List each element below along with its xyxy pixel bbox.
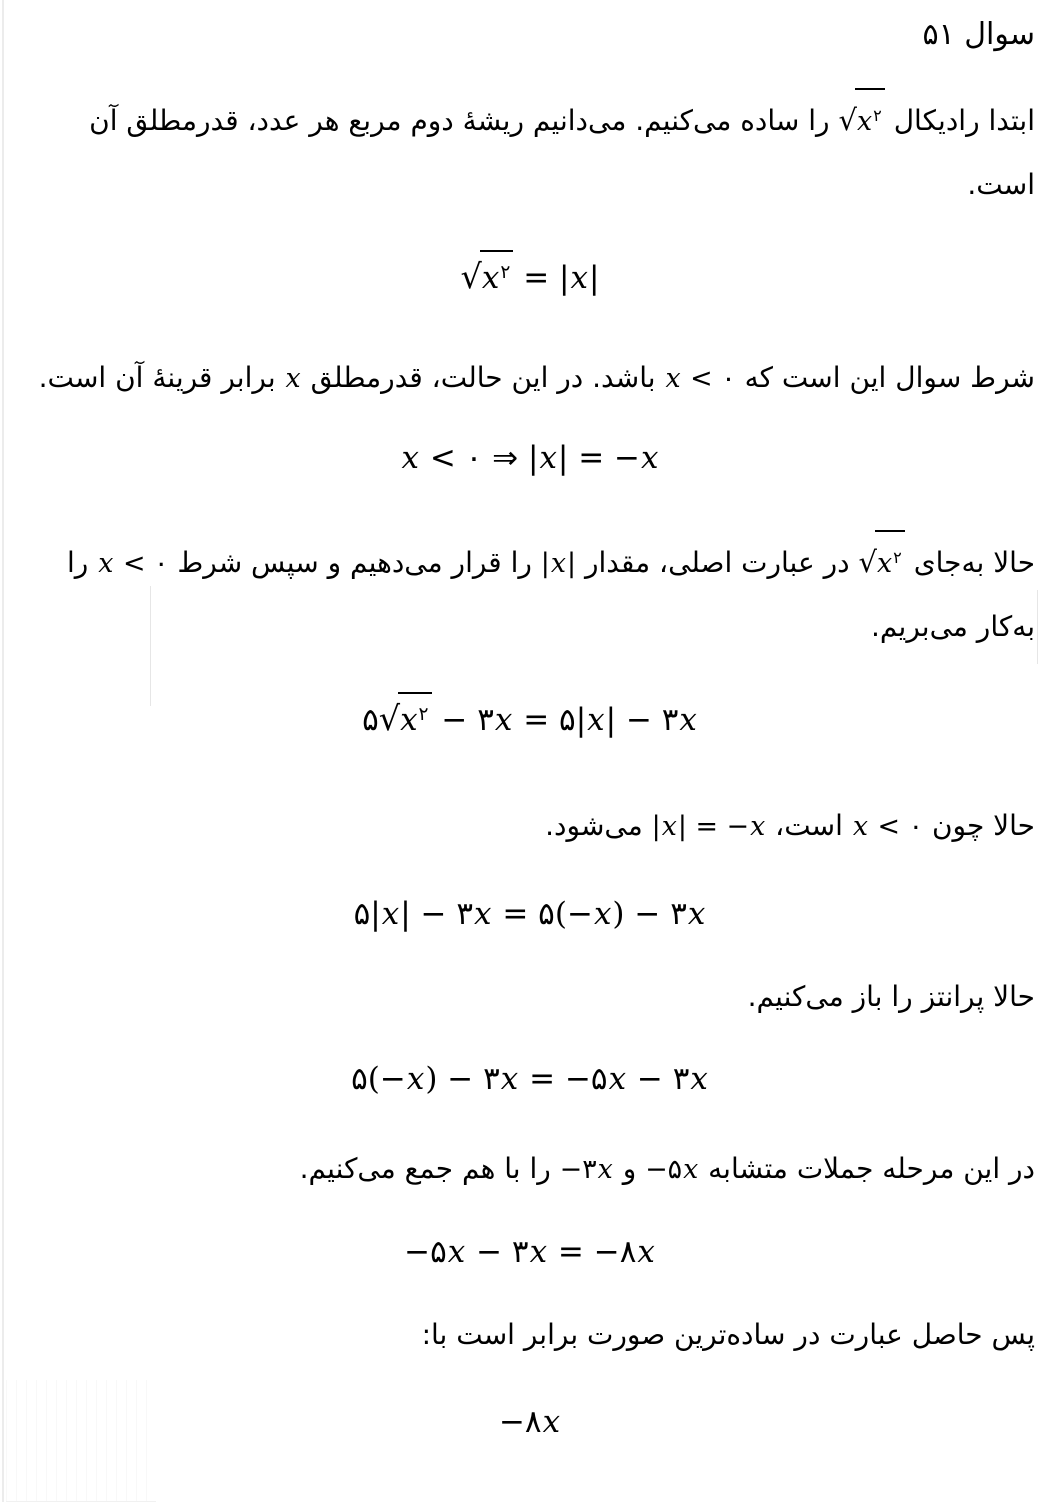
math-expression: −۵x bbox=[645, 1154, 699, 1185]
math-variable: x bbox=[542, 1404, 561, 1440]
math-variable: x bbox=[447, 1234, 466, 1270]
math-variable: x bbox=[661, 811, 677, 842]
solution-paragraph: حالا به‌جای $√x^۲$ در عبارت اصلی، مقدار |x| را قرار می‌دهیم و سپس شرط x < ۰ را به‌کار می‌بریم. bbox=[25, 530, 1035, 658]
parenthesis: ) bbox=[425, 1061, 438, 1097]
math-variable: x bbox=[856, 106, 873, 137]
math-expression: −۳x bbox=[559, 1154, 613, 1185]
radicand bbox=[398, 692, 431, 746]
math-expression: ۵(−x) − ۳x = −۵x − ۳x bbox=[351, 1061, 708, 1097]
math-variable: x bbox=[587, 702, 605, 738]
math-variable: x bbox=[481, 260, 500, 296]
math-variable: x bbox=[494, 702, 513, 738]
exponent: ۲ bbox=[893, 548, 902, 568]
math-variable: x bbox=[641, 440, 659, 476]
math-expression bbox=[859, 530, 905, 595]
sqrt-radical bbox=[379, 692, 432, 746]
math-variable: x bbox=[529, 1234, 548, 1270]
math-variable: x bbox=[550, 548, 567, 579]
math-expression: |x| = −x bbox=[651, 811, 766, 842]
solution-paragraph: ابتدا رادیکال $√x^۲$ را ساده می‌کنیم. می‌دانیم ریشهٔ دوم مربع هر عدد، قدرمطلق آن است. bbox=[25, 88, 1035, 216]
display-formula bbox=[25, 888, 1035, 940]
radical-sign-icon: √ bbox=[838, 103, 855, 137]
math-expression: x < ۰ bbox=[665, 363, 736, 394]
display-formula bbox=[25, 1053, 1035, 1105]
math-variable: x bbox=[474, 896, 492, 932]
solution-paragraph: پس حاصل عبارت در ساده‌ترین صورت برابر است با: bbox=[421, 1318, 1035, 1351]
math-variable: x bbox=[285, 363, 301, 394]
math-expression: x < ۰ bbox=[98, 548, 169, 579]
exponent: ۲ bbox=[500, 261, 511, 283]
math-variable: x bbox=[98, 548, 114, 579]
sqrt-radical bbox=[838, 88, 884, 153]
radicand bbox=[855, 88, 885, 153]
display-formula bbox=[25, 250, 1035, 304]
math-variable: x bbox=[877, 548, 893, 579]
math-variable: x bbox=[683, 1154, 699, 1185]
radical-sign-icon: √ bbox=[378, 699, 399, 738]
solution-paragraph: در این مرحله جملات متشابه −۵x و −۳x را با هم جمع می‌کنیم. bbox=[25, 1137, 1035, 1201]
math-expression: $√x^۲ = |x|$ bbox=[461, 250, 600, 304]
math-expression: −۵x − ۳x = −۸x bbox=[404, 1234, 655, 1270]
math-variable: x bbox=[406, 1061, 425, 1097]
math-variable: x bbox=[665, 363, 681, 394]
math-expression: ۵|x| − ۳x = ۵(−x) − ۳x bbox=[353, 896, 706, 932]
sqrt-radical bbox=[461, 250, 514, 304]
math-expression bbox=[838, 88, 884, 153]
math-variable: x bbox=[750, 811, 766, 842]
parenthesis: ( bbox=[367, 1061, 380, 1097]
radical-sign-icon: √ bbox=[460, 257, 480, 296]
math-expression: x < ۰ ⇒ |x| = −x bbox=[401, 440, 659, 476]
display-formula bbox=[25, 1396, 1035, 1448]
math-expression bbox=[285, 347, 302, 410]
math-variable: x bbox=[687, 896, 706, 932]
math-variable: x bbox=[637, 1234, 655, 1270]
math-variable: x bbox=[570, 260, 588, 296]
math-expression: x < ۰ bbox=[852, 811, 924, 842]
radicand bbox=[480, 250, 513, 304]
exponent: ۲ bbox=[418, 703, 429, 725]
radical-sign-icon: √ bbox=[858, 545, 875, 579]
exponent: ۲ bbox=[873, 106, 882, 126]
math-variable: x bbox=[381, 896, 400, 932]
solution-paragraph: حالا چون x < ۰ است، |x| = −x می‌شود. bbox=[25, 794, 1035, 858]
math-variable: x bbox=[500, 1061, 519, 1097]
radicand bbox=[875, 530, 905, 595]
math-variable: x bbox=[593, 896, 612, 932]
math-variable: x bbox=[400, 702, 418, 738]
math-variable: x bbox=[401, 440, 419, 476]
math-expression: $۵√x^۲$ − ۳x = ۵|x| − ۳x bbox=[362, 692, 698, 746]
solution-paragraph: شرط سوال این است که x < ۰ باشد. در این حالت، قدرمطلق x برابر قرینهٔ آن است. bbox=[25, 346, 1035, 410]
math-variable: x bbox=[597, 1154, 613, 1185]
math-variable: x bbox=[608, 1061, 627, 1097]
solution-paragraph: حالا پرانتز را باز می‌کنیم. bbox=[747, 980, 1035, 1013]
math-variable: x bbox=[852, 811, 868, 842]
sqrt-radical bbox=[859, 530, 905, 595]
display-formula bbox=[25, 692, 1035, 746]
math-variable: x bbox=[679, 702, 697, 738]
question-title: سوال ۵۱ bbox=[922, 17, 1035, 52]
display-formula bbox=[25, 432, 1035, 484]
display-formula bbox=[25, 1226, 1035, 1278]
math-expression: |x| bbox=[540, 548, 577, 579]
math-expression: −۸x bbox=[498, 1404, 561, 1440]
parenthesis: ) bbox=[612, 896, 625, 932]
math-variable: x bbox=[539, 440, 557, 476]
math-variable: x bbox=[690, 1061, 708, 1097]
parenthesis: ( bbox=[554, 896, 567, 932]
